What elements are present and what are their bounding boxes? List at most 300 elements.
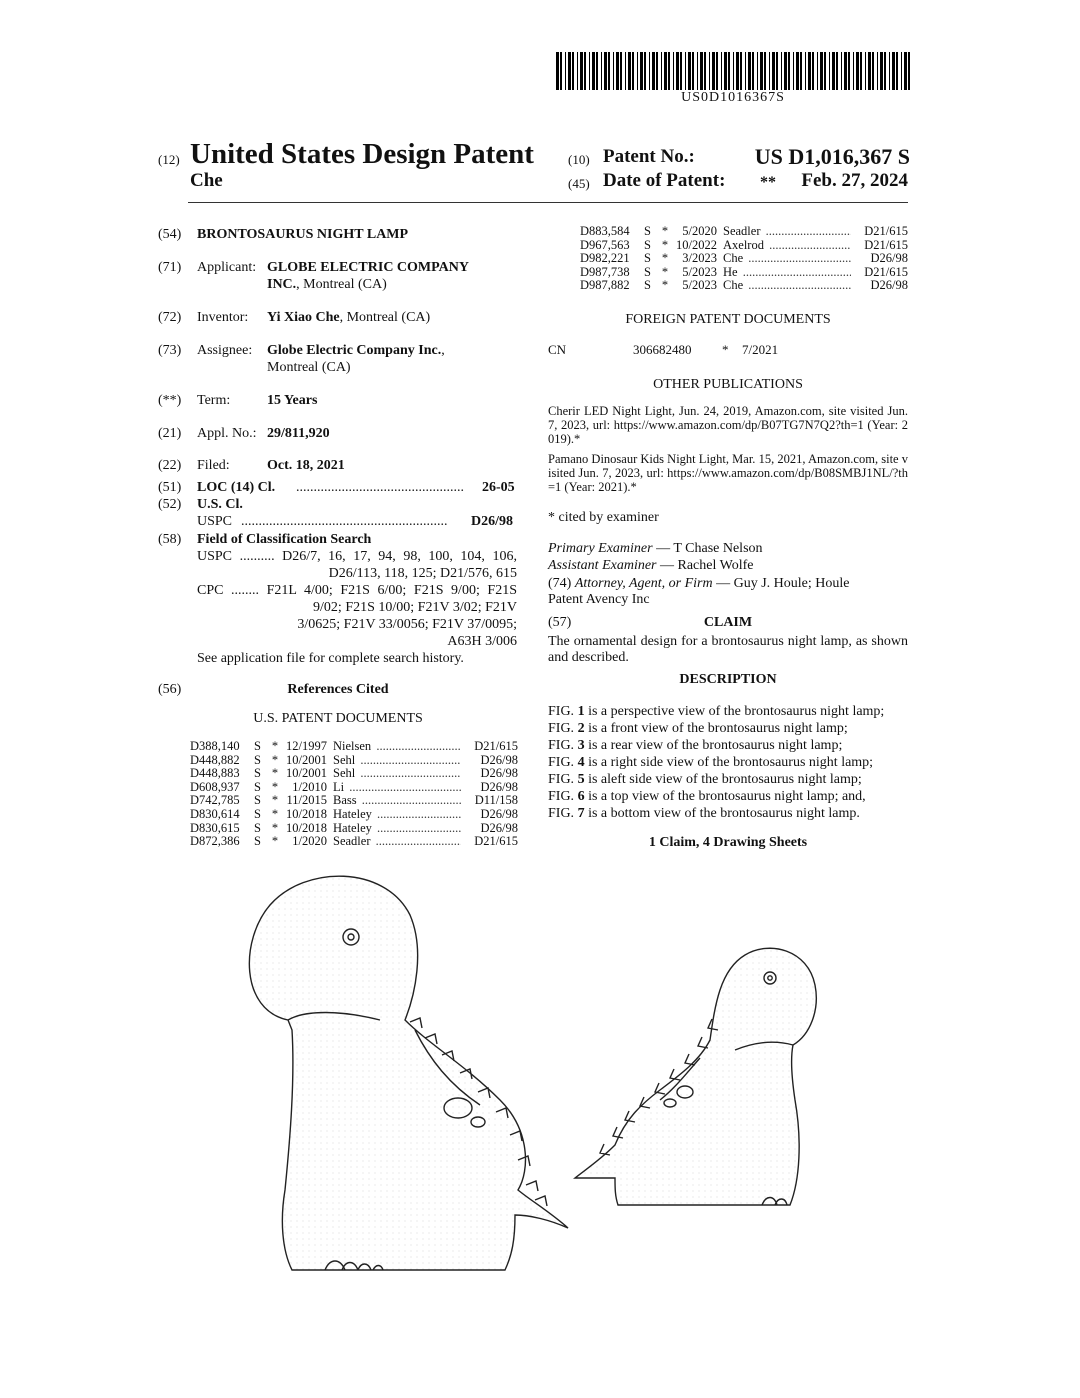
applicant-line2 [267,277,387,293]
leader-dots [373,740,461,753]
code-57: (57) [548,615,572,630]
search-uspc-line1: USPC .......... D26/7, 16, 17, 94, 98, 100, 104, 106, [197,549,517,564]
leader-dots [357,754,461,767]
fig-number: 1 [577,704,585,719]
reference-kind: S [254,793,261,808]
reference-name: Bass [333,794,357,808]
barcode-bar [757,52,758,90]
reference-kind: S [644,224,651,238]
reference-row [580,266,908,280]
reference-patent-no: D608,937 [190,779,240,794]
reference-patent-no: D388,140 [190,739,240,753]
reference-class: D26/98 [480,820,518,835]
inventor-city: , Montreal (CA) [339,310,431,325]
reference-kind: S [254,739,261,753]
code-71: (71) [158,260,182,275]
code-58: (58) [158,532,182,547]
barcode-bar [764,52,766,90]
barcode-bar [692,52,694,90]
reference-row [190,835,518,849]
fig-prefix: FIG. [548,704,578,719]
reference-kind: S [644,251,651,266]
leader-dots [762,225,851,238]
barcode-bar [632,52,634,90]
search-history-note: See application file for complete search history. [197,651,464,666]
reference-date: 10/2001 [286,752,327,767]
appl-no-value: 29/811,920 [267,426,330,441]
reference-row [580,225,908,239]
leader-dots [740,266,851,279]
appl-no-label: Appl. No.: [197,426,257,441]
reference-class: D26/98 [480,806,518,821]
barcode-bar [769,52,770,90]
reference-name-cell [333,835,461,849]
patent-no-label: Patent No.: [603,146,695,167]
filed-value: Oct. 18, 2021 [267,458,345,473]
reference-name: Hateley [333,807,372,821]
uspc-dots: ........................................................... [241,514,448,529]
reference-date: 5/2023 [682,264,717,279]
reference-date: 11/2015 [286,793,327,808]
primary-examiner [548,541,763,557]
claim-title: CLAIM [703,615,753,630]
barcode-bar [904,52,907,90]
barcode-bar [601,52,602,90]
code-52: (52) [158,497,182,512]
reference-date: 5/2020 [682,224,717,238]
barcode-bar [568,52,571,90]
search-cpc-line1: CPC ........ F21L 4/00; F21S 6/00; F21S 9/00; F21S [197,583,517,598]
inventor-label: Inventor: [197,310,249,325]
reference-row [190,781,518,795]
leader-dots [745,252,851,265]
barcode-bar [856,52,859,90]
barcode-bar [685,52,686,90]
barcode-bar [788,52,790,90]
reference-name-cell [333,808,461,822]
reference-date: 1/2020 [292,834,327,849]
barcode-bar [884,52,886,90]
search-uspc-line2: D26/113, 118, 125; D21/576, 615 [328,566,517,581]
reference-row [190,754,518,768]
uspc-value: D26/98 [471,514,513,529]
date-stars: ** [760,174,776,191]
invention-title: BRONTOSAURUS NIGHT LAMP [197,227,409,242]
reference-name: Sehl [333,753,356,767]
applicant-inc: INC. [267,277,297,292]
barcode-bar [832,52,835,90]
barcode-bar [784,52,787,90]
barcode-bar [697,52,698,90]
code-51: (51) [158,480,182,495]
reference-patent-no: D830,614 [190,806,240,821]
figure-description [548,704,910,721]
barcode-bar [712,52,715,90]
applicant-label: Applicant: [197,260,257,275]
loc-value: 26-05 [482,480,515,495]
barcode-bar [808,52,811,90]
attorney-label: Attorney, Agent, or Firm [574,576,713,591]
reference-patent-no: D830,615 [190,820,240,835]
reference-class: D21/615 [864,264,908,279]
fig-number: 4 [577,755,585,770]
us-cl-label: U.S. Cl. [197,497,243,512]
us-refs-continued-table [580,225,908,293]
figure-description [548,772,910,789]
barcode-bar [781,52,782,90]
reference-patent-no: D742,785 [190,793,240,808]
foreign-docs-title: FOREIGN PATENT DOCUMENTS [625,312,831,327]
barcode-bar [872,52,874,90]
reference-name: Axelrod [723,238,764,252]
search-cpc-line4: A63H 3/006 [447,634,517,649]
small-brontosaurus-figure [575,948,816,1205]
barcode-bar [892,52,895,90]
reference-class: D21/615 [864,224,908,238]
assignee-comma: , [441,343,445,358]
document-title: United States Design Patent [190,138,534,170]
reference-name: Seadler [723,225,761,238]
figure-description [548,738,910,755]
barcode-bar [644,52,646,90]
barcode-bar [721,52,722,90]
barcode-bar [700,52,703,90]
leader-dots [745,279,851,292]
barcode-bar [584,52,586,90]
applicant-name: GLOBE ELECTRIC COMPANY [267,260,469,275]
reference-star: * [661,251,669,266]
reference-star: * [661,224,669,238]
barcode-bar [880,52,883,90]
cited-by-examiner-note: * cited by examiner [548,510,659,525]
reference-name-cell [333,781,461,795]
reference-star: * [271,820,279,835]
reference-patent-no: D872,386 [190,834,240,849]
reference-patent-no: D967,563 [580,237,630,252]
reference-star: * [661,278,669,293]
reference-name: He [723,265,738,279]
reference-name: Li [333,780,345,794]
foreign-country: CN [548,342,567,357]
header-rule [188,202,908,203]
barcode-bar [577,52,578,90]
reference-star: * [661,264,669,279]
attorney-name: — Guy J. Houle; Houle [712,576,850,591]
leader-dots [357,767,461,780]
us-patent-documents-title: U.S. PATENT DOCUMENTS [253,711,423,726]
barcode-bar [796,52,799,90]
barcode-bar [704,52,706,90]
barcode-bar [676,52,679,90]
reference-date: 10/2022 [676,237,717,252]
reference-row [190,767,518,781]
barcode-bar [908,52,910,90]
search-cpc-line2: 9/02; F21S 10/00; F21V 3/02; F21V [313,600,517,615]
reference-row [190,740,518,754]
barcode-bar [572,52,574,90]
reference-star: * [271,739,279,753]
reference-patent-no: D883,584 [580,224,630,238]
barcode-bar [565,52,566,90]
attorney [548,576,850,592]
reference-date: 1/2010 [292,779,327,794]
fig-prefix: FIG. [548,806,578,821]
barcode-bar [716,52,718,90]
barcode-bar [896,52,898,90]
barcode-bar [805,52,806,90]
date-of-patent: Feb. 27, 2024 [801,170,908,191]
reference-class: D26/98 [870,278,908,293]
reference-class: D26/98 [480,766,518,781]
reference-row [190,808,518,822]
barcode-bar [656,52,658,90]
reference-kind: S [254,766,261,781]
reference-patent-no: D448,883 [190,766,240,781]
assistant-examiner-label: Assistant Examiner [548,558,657,573]
assignee-label: Assignee: [197,343,253,358]
barcode-bar [817,52,818,90]
code-12: (12) [158,152,180,167]
assistant-examiner-name: — Rachel Wolfe [656,558,754,573]
fig-text: is a front view of the brontosaurus night lamp; [584,721,848,736]
reference-star: * [271,766,279,781]
reference-kind: S [254,806,261,821]
reference-class: D21/615 [474,834,518,849]
barcode-bar [728,52,730,90]
reference-star: * [661,237,669,252]
reference-date: 12/1997 [286,739,327,753]
figure-description [548,806,910,823]
barcode-bar [776,52,778,90]
reference-patent-no: D982,221 [580,251,630,266]
inventor-surname: Che [190,170,223,191]
reference-name-cell [333,767,461,781]
foreign-date: 7/2021 [742,342,779,357]
leader-dots [346,781,461,794]
barcode-bar [844,52,847,90]
leader-dots [766,239,851,252]
barcode-bar [868,52,871,90]
publication-1: Cherir LED Night Light, Jun. 24, 2019, Amazon.com, site visited Jun. 7, 2023, url: https://www.amazon.com/dp/B07TG7N7Q2?th=1 (Year: 2019).* [548,404,908,446]
brontosaurus-drawing [230,860,930,1320]
large-brontosaurus-figure [249,876,568,1270]
uspc-label: USPC [197,514,233,529]
barcode-bar [616,52,619,90]
barcode-bar [625,52,626,90]
fig-prefix: FIG. [548,721,578,736]
reference-name: Sehl [333,767,356,781]
barcode-bar [812,52,814,90]
code-73: (73) [158,343,182,358]
barcode-bar [853,52,854,90]
code-56: (56) [158,682,182,697]
code-72: (72) [158,310,182,325]
fig-text: is a right side view of the brontosaurus night lamp; [584,755,874,770]
code-21: (21) [158,426,182,441]
patent-number: US D1,016,367 S [754,144,910,169]
reference-star: * [271,834,279,849]
fig-prefix: FIG. [548,755,578,770]
barcode-bar [556,52,559,90]
us-refs-table [190,740,518,849]
references-cited-label: References Cited [287,682,389,697]
reference-name: Seadler [333,835,371,849]
code-54: (54) [158,227,182,242]
barcode-bar [865,52,866,90]
barcode-bar [664,52,667,90]
reference-row [580,279,908,293]
reference-kind: S [254,834,261,849]
barcode-bar [640,52,643,90]
fig-text: is a rear view of the brontosaurus night lamp; [584,738,843,753]
reference-date: 10/2018 [286,820,327,835]
barcode-bar [877,52,878,90]
fig-prefix: FIG. [548,789,578,804]
date-of-patent-label: Date of Patent: [603,170,726,191]
reference-class: D26/98 [480,752,518,767]
reference-star: * [271,752,279,767]
barcode-bar [733,52,734,90]
reference-name-cell [333,754,461,768]
fig-number: 7 [577,806,585,821]
reference-name-cell [723,239,851,253]
barcode-bar [637,52,638,90]
barcode-bar [596,52,598,90]
leader-dots [374,808,461,821]
fig-number: 3 [577,738,585,753]
barcode-bar [592,52,595,90]
claims-sheets: 1 Claim, 4 Drawing Sheets [648,835,808,850]
reference-star: * [271,806,279,821]
fig-number: 2 [577,721,585,736]
barcode-bar [772,52,775,90]
barcode-bar [652,52,655,90]
barcode-bar [841,52,842,90]
reference-name: Hateley [333,821,372,835]
barcode-bar [836,52,838,90]
fig-text: is a bottom view of the brontosaurus night lamp. [584,806,860,821]
barcode-bar [860,52,862,90]
reference-patent-no: D448,882 [190,752,240,767]
reference-class: D26/98 [480,779,518,794]
fig-prefix: FIG. [548,738,578,753]
reference-kind: S [254,752,261,767]
figure-description [548,755,910,772]
description-title: DESCRIPTION [679,672,777,687]
foreign-patent-no: 306682480 [633,342,692,357]
barcode-bar [661,52,662,90]
reference-name-cell [333,740,461,754]
applicant-city: , Montreal (CA) [296,277,387,292]
barcode-bar [740,52,742,90]
barcode-bar [829,52,830,90]
other-publications-title: OTHER PUBLICATIONS [653,377,803,392]
fig-text: is aleft side view of the brontosaurus night lamp; [584,772,862,787]
barcode-bar [628,52,631,90]
barcode-bar [580,52,583,90]
barcode-bar [709,52,710,90]
figure-description [548,721,910,738]
reference-kind: S [644,264,651,279]
assistant-examiner [548,558,753,574]
reference-patent-no: D987,882 [580,278,630,293]
leader-dots [359,794,461,807]
barcode-bar [752,52,754,90]
reference-star: * [271,793,279,808]
code-term: (**) [158,393,182,408]
reference-name-cell [723,266,851,280]
filed-label: Filed: [197,458,230,473]
reference-name-cell [723,225,851,239]
reference-name: Che [723,279,744,293]
fig-number: 6 [577,789,585,804]
fig-text: is a perspective view of the brontosaurus night lamp; [584,704,885,719]
fig-number: 5 [577,772,585,787]
primary-examiner-label: Primary Examiner [548,541,653,556]
field-of-search-label: Field of Classification Search [197,532,372,547]
code-74: (74) [548,576,572,591]
reference-row [580,252,908,266]
reference-class: D21/615 [474,739,518,753]
barcode-bar [824,52,826,90]
reference-row [580,239,908,253]
barcode-bar [745,52,746,90]
reference-name-cell [333,794,461,808]
leader-dots [374,822,461,835]
fig-prefix: FIG. [548,772,578,787]
barcode-bar [680,52,682,90]
code-22: (22) [158,458,182,473]
barcode-bar [724,52,727,90]
barcode-bar [673,52,674,90]
term-value: 15 Years [267,393,318,408]
barcode-bar [748,52,751,90]
figure-descriptions [548,704,910,823]
code-45: (45) [568,176,590,191]
reference-class: D11/158 [474,793,518,808]
inventor-name: Yi Xiao Che [267,310,340,325]
reference-date: 10/2001 [286,766,327,781]
reference-name-cell [723,252,851,266]
reference-row [190,794,518,808]
figure-description [548,789,910,806]
barcode-bar [793,52,794,90]
barcode-bar [613,52,614,90]
loc-dots: ................................................ [296,480,464,495]
reference-class: D26/98 [870,251,908,266]
barcode-bar [668,52,670,90]
barcode-bar [608,52,610,90]
search-cpc-line3: 3/0625; F21V 33/0056; F21V 37/0095; [297,617,517,632]
assignee-city: Montreal (CA) [267,360,351,375]
reference-name: Nielsen [333,740,372,753]
attorney-line2: Patent Avency Inc [548,592,650,607]
code-10: (10) [568,152,590,167]
barcode-bar [649,52,650,90]
barcode-bar [688,52,691,90]
barcode-bar [736,52,739,90]
reference-kind: S [254,820,261,835]
barcode-bar [604,52,607,90]
reference-date: 10/2018 [286,806,327,821]
barcode-bar [848,52,850,90]
barcode-bar [620,52,622,90]
reference-kind: S [254,779,261,794]
reference-class: D21/615 [864,237,908,252]
foreign-star: * [722,342,729,357]
loc-label: LOC (14) Cl. [197,480,276,495]
reference-row [190,822,518,836]
